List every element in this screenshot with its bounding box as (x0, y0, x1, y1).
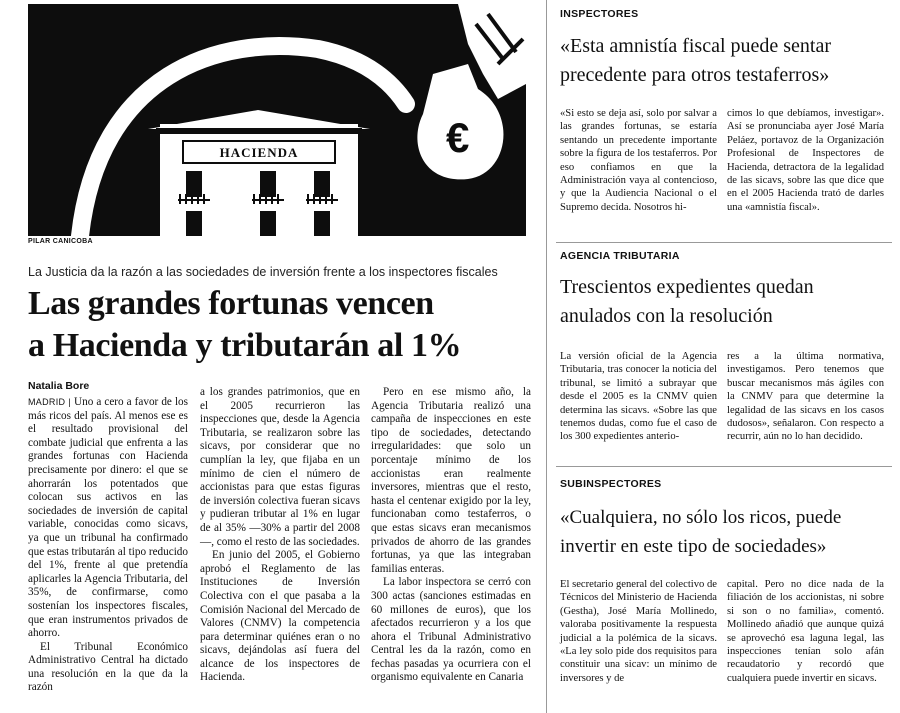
box2-title-line-2: anulados con la resolución (560, 305, 773, 327)
section-tag-agencia: AGENCIA TRIBUTARIA (560, 250, 680, 262)
paragraph: La labor inspectora se cerró con 300 actas (sanciones estimadas en 60 millones de euros), que los afectados recurrieron y a los que ahora el Tribunal Administrativo Central les da la razón, como en fechas pasadas ya ocurriera con el organismo equivalente en Canaria (371, 576, 531, 684)
section-tag-subinspectores: SUBINSPECTORES (560, 478, 662, 490)
photo-credit: PILAR CANICOBA (28, 238, 93, 245)
column-divider (546, 0, 547, 713)
box3-column-1: El secretario general del colectivo de Técnicos del Ministerio de Hacienda (Gestha), José María Mollinedo, valoraba positivamente la respuesta judicial a la polémica de la sicavs. «La ley solo pide dos requisitos para constituir una sicav: un mínimo de inversores y de (560, 579, 717, 684)
article-column-2 (200, 386, 360, 685)
building-sign: HACIENDA (219, 145, 299, 160)
dateline: MADRID | (28, 397, 71, 407)
article-headline (28, 283, 538, 367)
paragraph-text: Uno a cero a favor de los más ricos del país. Al menos ese es el resultado provisional del combate judicial que enfrenta a las grandes fortunas con Hacienda precisamente por dinero: el que se ahorrarán los potentados que colocan sus activos en las sociedades de inversión de capital variable, conocidas como sicavs, ya que un tribunal ha confirmado que estas tributarán al tipo reducido del 1%, frente al que pretendía aplicarles la Agencia Tributaria, del 35%, de confirmarse, como sostenían los inspectores fiscales, que eran instrumentos privados de ahorro. (28, 396, 188, 640)
section-divider (556, 242, 892, 243)
paragraph: Pero en ese mismo año, la Agencia Tributaria realizó una campaña de inspecciones en este tipo de sociedades, detectando irregularidades: que solo un porcentaje mínimo de los accionistas eran realmente inversores, mientras que el resto, hasta el centenar exigido por la ley, funcionaban como testaferros, o que estas sicavs eran mecanismos privados de ahorro de las grandes fortunas, ya que las integraban familias enteras. (371, 386, 531, 575)
box2-title-line-1: Trescientos expedientes quedan (560, 276, 814, 298)
euro-icon: € (446, 114, 470, 161)
headline-line-2: a Hacienda y tributarán al 1% (28, 327, 462, 364)
paragraph (28, 396, 188, 641)
box1-title-line-2: precedente para otros testaferros» (560, 64, 830, 86)
paragraph: En junio del 2005, el Gobierno aprobó el Reglamento de las Instituciones de Inversión Colectiva con el que pasaba a la Comisión Nacional del Mercado de Valores (CNMV) la competencia para determinar quiénes eran o no sicavs, dejándolas así fuera del alcance de los inspectores de Hacienda. (200, 549, 360, 684)
box2-column-2: res a la última normativa, investigamos. Pero tenemos que buscar mecanismos más ágiles con la CNMV para que determine la legalidad de las sicavs en los casos dudosos», señalaron. Con respecto a recurrir, aún no lo han decidido. (727, 351, 884, 443)
headline-line-1: Las grandes fortunas vencen (28, 285, 434, 322)
section-divider (556, 466, 892, 467)
article-kicker: La Justicia da la razón a las sociedades de inversión frente a los inspectores fiscales (28, 265, 498, 279)
box2-title (560, 273, 895, 331)
hacienda-illustration (28, 4, 526, 236)
illustration-svg (28, 4, 526, 236)
box1-column-2: cimos lo que debíamos, investigar». Así se pronunciaba ayer José María Peláez, portavoz de la Organización Profesional de Inspectores de Hacienda, detractora de la legalidad de las sicavs, sobre las que dice que en el 2005 Hacienda trató de darles una «amnistía fiscal». (727, 108, 884, 213)
byline: Natalia Bore (28, 380, 90, 392)
section-tag-inspectores: INSPECTORES (560, 8, 639, 20)
article-column-1 (28, 396, 188, 695)
box1-title-line-1: «Esta amnistía fiscal puede sentar (560, 35, 832, 57)
box3-column-2: capital. Pero no dice nada de la filiación de los accionistas, ni sobre si son o no familia», comentó. Mollinedo añadió que aunque quizá se aprovechó esa laguna legal, las inspecciones tenían solo afán recaudatorio y recordó que cualquiera puede invertir en sicavs. (727, 579, 884, 684)
article-column-3 (371, 386, 531, 685)
box3-title (560, 503, 898, 561)
box3-title-line-2: invertir en este tipo de sociedades» (560, 536, 827, 557)
paragraph: El Tribunal Económico Administrativo Central ha dictado una resolución en la que da la razón (28, 640, 188, 694)
box2-column-1: La versión oficial de la Agencia Tributaria, tras conocer la noticia del tribunal, se limitó a subrayar que desde el 2005 es la CNMV quien determina las sicavs. «Sobre las que tenemos dudas, como fue el caso de los 300 expedientes anterio- (560, 351, 717, 443)
paragraph: a los grandes patrimonios, que en el 2005 recurrieron las inspecciones que, desde la Agencia Tributaria, se realizaron sobre las sicavs, por considerar que no cumplían la ley, que fijaba en un mínimo de cien el número de accionistas para que estas figuras de inversión colectiva fueran sicavs y pudieran tributar al 1% en lugar de al 35% —30% a partir del 2008—, como el resto de las sociedades. (200, 386, 360, 548)
box3-title-line-1: «Cualquiera, no sólo los ricos, puede (560, 507, 842, 528)
box1-column-1: «Si esto se deja así, solo por salvar a las grandes fortunas, se estaría sentando un precedente importante sobre la figura de los testaferros. Por eso confiamos en que la Administración vaya al contencioso, y que la Audiencia Nacional o el Supremo decida. Nosotros hi- (560, 108, 717, 213)
box1-title (560, 32, 895, 90)
